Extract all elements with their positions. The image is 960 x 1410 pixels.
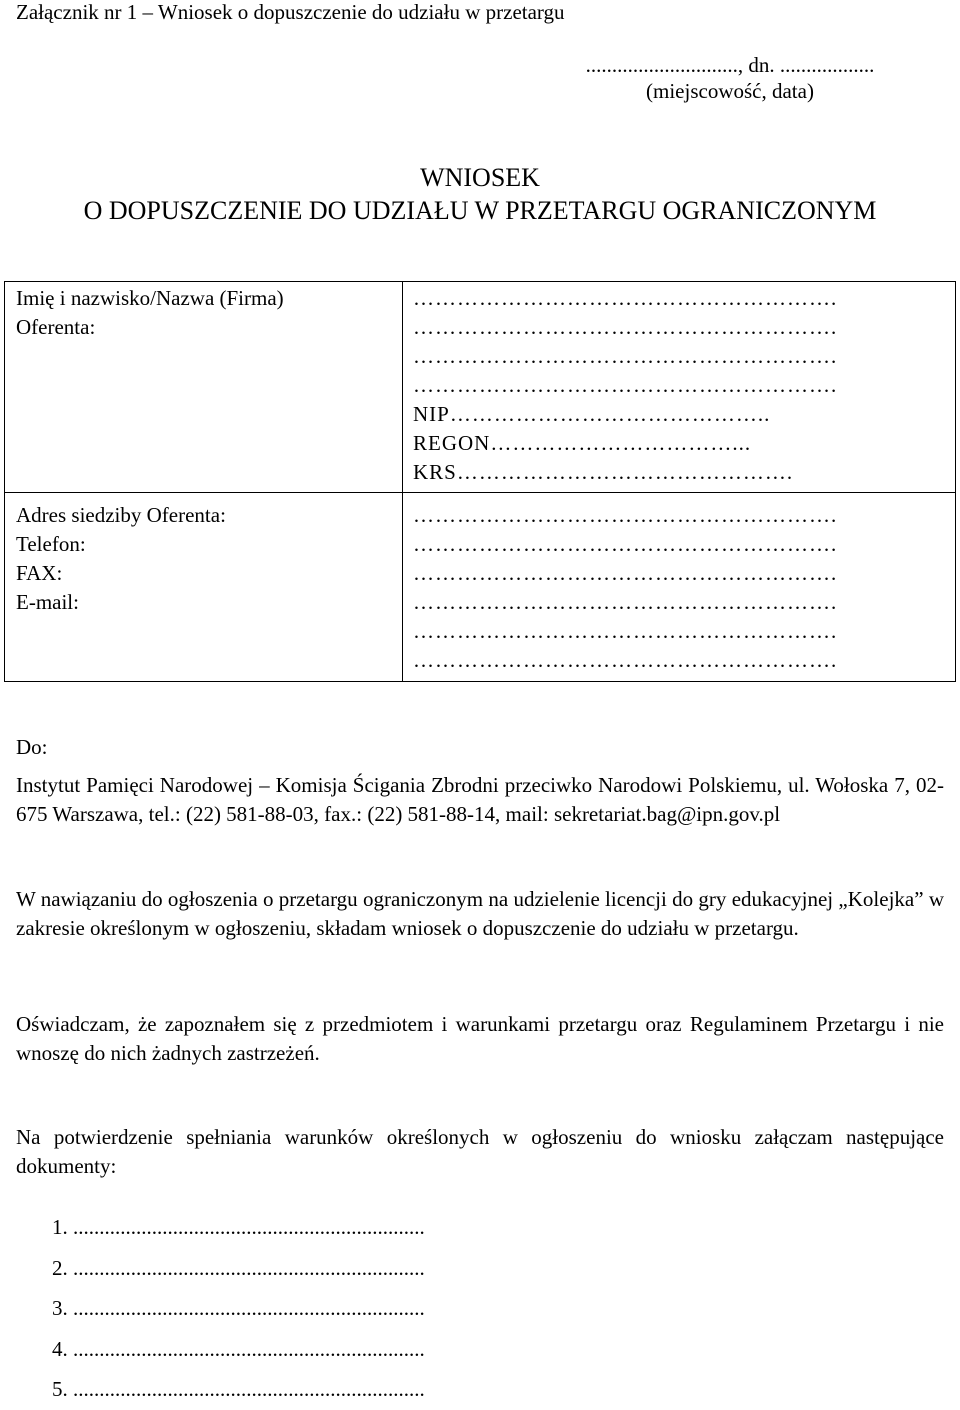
applicant-name-label-cont: Oferenta:	[16, 315, 96, 339]
document-subtitle: O DOPUSZCZENIE DO UDZIAŁU W PRZETARGU OGRANICZONYM	[83, 196, 877, 225]
place-date-line[interactable]: ............................., dn. ..................	[585, 53, 875, 77]
applicant-name-label: Imię i nazwisko/Nazwa (Firma)	[16, 286, 284, 310]
contact-value-cell	[403, 493, 956, 682]
contact-label-cell	[5, 493, 403, 682]
attachment-item[interactable]: 3. ...................................................................	[52, 1296, 425, 1320]
recipient-label: Do:	[16, 735, 48, 759]
form-row-contact	[5, 493, 956, 682]
attachments-list	[52, 1207, 425, 1410]
document-title: WNIOSEK	[420, 163, 540, 192]
applicant-name-field[interactable]: ………………………………………………….	[413, 286, 838, 310]
applicant-form-table	[4, 281, 956, 682]
attachment-item[interactable]: 1. ...................................................................	[52, 1215, 425, 1239]
address-field[interactable]: ………………………………………………….	[413, 532, 838, 556]
form-row-applicant	[5, 282, 956, 493]
contact-extra-field[interactable]: ………………………………………………….	[413, 648, 838, 672]
recipient-address: Instytut Pamięci Narodowej – Komisja Ścigania Zbrodni przeciwko Narodowi Polskiemu, ul. Wołoska 7, 02-675 Warszawa, tel.: (22) 581-88-03, fax.: (22) 581-88-14, mail: sekretariat.bag@ipn.gov.pl	[16, 773, 944, 826]
applicant-label-cell	[5, 282, 403, 493]
email-field[interactable]: ………………………………………………….	[413, 619, 838, 643]
applicant-value-cell	[403, 282, 956, 493]
nip-field[interactable]: NIP……………………………………..	[413, 402, 771, 426]
attachment-item[interactable]: 2. ...................................................................	[52, 1255, 425, 1280]
place-date-block	[560, 52, 900, 104]
paragraph-application: W nawiązaniu do ogłoszenia o przetargu ograniczonym na udzielenie licencji do gry edukacyjnej „Kolejka” w zakresie określonym w ogłoszeniu, składam wniosek o dopuszczenie do udziału w przetargu.	[16, 887, 944, 940]
regon-field[interactable]: REGON……………………………...	[413, 431, 752, 455]
fax-field[interactable]: ………………………………………………….	[413, 590, 838, 614]
applicant-name-field[interactable]: ………………………………………………….	[413, 344, 838, 368]
address-label: Adres siedziby Oferenta:	[16, 503, 226, 527]
paragraph-attachments-intro: Na potwierdzenie spełniania warunków określonych w ogłoszeniu do wniosku załączam następujące dokumenty:	[16, 1125, 944, 1178]
attachment-item[interactable]: 5. ...................................................................	[52, 1377, 425, 1401]
address-field[interactable]: ………………………………………………….	[413, 503, 838, 527]
attachment-item[interactable]: 4. ...................................................................	[52, 1336, 425, 1361]
applicant-name-field[interactable]: ………………………………………………….	[413, 373, 838, 397]
email-label: E-mail:	[16, 590, 79, 614]
paragraph-declaration: Oświadczam, że zapoznałem się z przedmiotem i warunkami przetargu oraz Regulaminem Przetargu i nie wnoszę do nich żadnych zastrzeżeń.	[16, 1012, 944, 1065]
annex-header: Załącznik nr 1 – Wniosek o dopuszczenie do udziału w przetargu	[16, 0, 565, 24]
fax-label: FAX:	[16, 561, 63, 585]
phone-field[interactable]: ………………………………………………….	[413, 561, 838, 585]
krs-field[interactable]: KRS……………………………………….	[413, 460, 794, 484]
applicant-name-field[interactable]: ………………………………………………….	[413, 315, 838, 339]
phone-label: Telefon:	[16, 532, 86, 556]
place-date-caption: (miejscowość, data)	[646, 79, 814, 103]
